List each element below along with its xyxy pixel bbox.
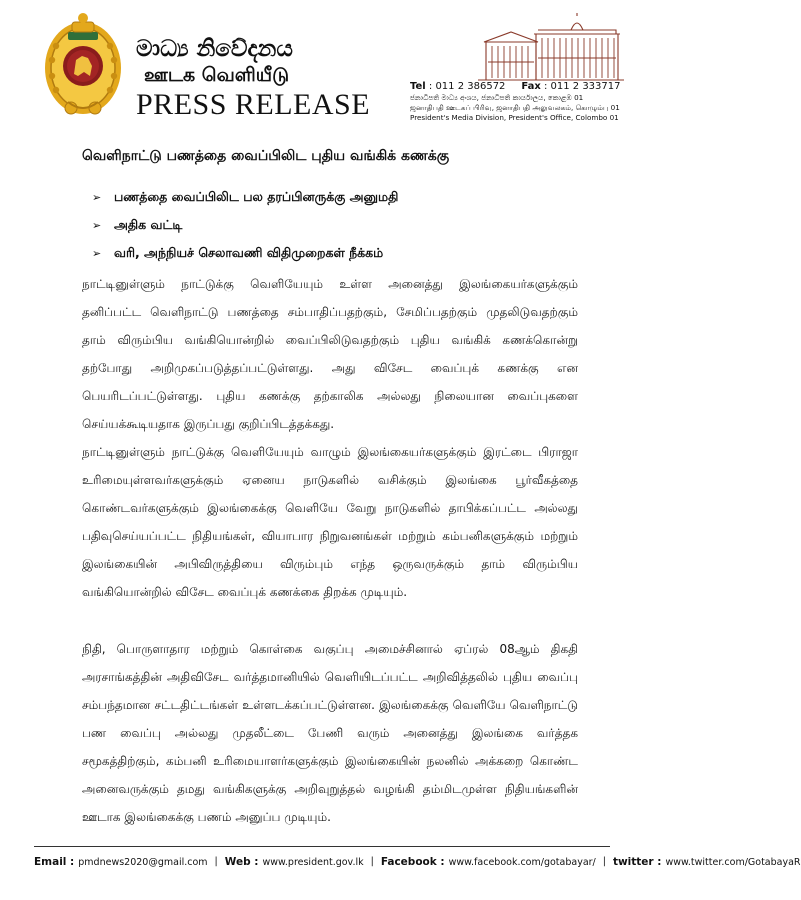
arrow-bullet-icon: ➢ bbox=[92, 218, 102, 232]
sri-lanka-emblem-icon bbox=[38, 10, 128, 120]
bullet-text: பணத்தை வைப்பிலிட பல தரப்பினருக்கு அனுமதி bbox=[114, 188, 399, 204]
web-label: Web : bbox=[224, 856, 259, 868]
title-english: PRESS RELEASE bbox=[136, 88, 371, 121]
bullet-text: அதிக வட்டி bbox=[114, 216, 183, 232]
footer-contacts bbox=[34, 856, 801, 868]
press-release-title bbox=[136, 36, 370, 122]
address-sinhala: ජනාධිපති මාධ්‍ය අංශය, ජනාධිපති කාර්යාලය, කොළඹ 01 bbox=[410, 93, 584, 102]
footer-separator: | bbox=[214, 856, 218, 867]
letterhead bbox=[0, 0, 636, 130]
contact-block bbox=[410, 80, 632, 123]
fax-value: : 011 2 333717 bbox=[543, 81, 621, 92]
bullet-text: வரி, அந்நியச் செலாவணி விதிமுறைகள் நீக்கம் bbox=[114, 244, 384, 260]
presidential-secretariat-building-icon bbox=[476, 12, 626, 82]
footer-separator: | bbox=[370, 856, 374, 867]
body-paragraph-2: நாட்டினுள்ளும் நாட்டுக்கு வெளியேயும் வாழும் இலங்கையர்களுக்கும் இரட்டை பிராஜா உரிமையுள்ளவர்களுக்கும் ஏனைய நாடுகளில் வசிக்கும் இலங்கை பூர்வீகத்தை கொண்டவர்களுக்கும் இலங்கைக்கு வெளியே வேறு நாடுகளில் தாபிக்கப்பட்ட அல்லது பதிவுசெய்யப்பட்ட நிதியங்கள், வியாபார நிறுவனங்கள் மற்றும் கம்பனிகளுக்கும் மற்றும் இலங்கையின் அபிவிருத்தியை விரும்பும் எந்த ஒருவருக்கும் தாம் விரும்பிய வங்கியொன்றில் விசேட வைப்புக் கணக்கை திறக்க முடியும். bbox=[82, 445, 578, 599]
footer-twitter bbox=[613, 856, 801, 868]
list-item bbox=[92, 211, 398, 239]
phone-fax-line bbox=[410, 80, 632, 93]
facebook-label: Facebook : bbox=[380, 856, 445, 868]
facebook-link[interactable]: www.facebook.com/gotabayar/ bbox=[448, 857, 596, 868]
tel-value: : 011 2 386572 bbox=[428, 81, 506, 92]
address-english: President's Media Division, President's Office, Colombo 01 bbox=[410, 113, 619, 122]
title-tamil: ஊடக வெளியீடு bbox=[144, 64, 290, 86]
twitter-link[interactable]: www.twitter.com/GotabayaR bbox=[665, 857, 801, 868]
body-paragraph-3: நிதி, பொருளாதார மற்றும் கொள்கை வகுப்பு அமைச்சினால் ஏப்ரல் 08ஆம் திகதி அரசாங்கத்தின் அதிவிசேட வர்த்தமானியில் வெளியிடப்பட்ட அறிவித்தலில் புதிய வைப்பு சம்பந்தமான சட்டதிட்டங்கள் உள்ளடக்கப்பட்டுள்ளன. இலங்கைக்கு வெளியே வெளிநாட்டு பண வைப்பு அல்லது முதலீட்டை பேணி வரும் அனைத்து இலங்கை வர்த்தக சமூகத்திற்கும், கம்பனி உரிமையாளர்களுக்கும் இலங்கையின் நலனில் அக்கறை கொண்ட அனைவருக்கும் தமது வங்கிகளுக்கு அறிவுறுத்தல் வழங்கி தம்மிடமுள்ள நிதியங்களின் ஊடாக இலங்கைக்கு பணம் அனுப்ப முடியும். bbox=[82, 642, 578, 824]
list-item bbox=[92, 183, 398, 211]
email-link[interactable]: pmdnews2020@gmail.com bbox=[78, 857, 208, 868]
web-link[interactable]: www.president.gov.lk bbox=[262, 857, 364, 868]
email-label: Email : bbox=[34, 856, 75, 868]
page-title: வெளிநாட்டு பணத்தை வைப்பிலிட புதிய வங்கிக் கணக்கு bbox=[82, 148, 450, 164]
tel-label: Tel bbox=[410, 81, 426, 92]
footer-web bbox=[225, 856, 364, 868]
list-item bbox=[92, 239, 398, 267]
title-sinhala: මාධ්‍ය නිවේදනය bbox=[136, 36, 293, 62]
footer-divider bbox=[34, 846, 610, 847]
footer-facebook bbox=[381, 856, 596, 868]
address-tamil: ஜனாதிபதி ஊடகப் பிரிவு, ஜனாதிபதி அலுவலகம், கொழும்பு 01 bbox=[410, 103, 620, 112]
body-paragraph-1: நாட்டினுள்ளும் நாட்டுக்கு வெளியேயும் உள்ள அனைத்து இலங்கையர்களுக்கும் தனிப்பட்ட வெளிநாட்டு பணத்தை சம்பாதிப்பதற்கும், சேமிப்பதற்கும் முதலிடுவதற்கும் தாம் விரும்பிய வங்கியொன்றில் வைப்பிலிடுவதற்கும் புதிய வங்கிக் கணக்கொன்று தற்போது அறிமுகப்படுத்தப்பட்டுள்ளது. அது விசேட வைப்புக் கணக்கு என பெயரிடப்பட்டுள்ளது. புதிய கணக்கு தற்காலிக அல்லது நிலையான வைப்புகளை செய்யக்கூடியதாக இருப்பது குறிப்பிடத்தக்கது. bbox=[82, 277, 578, 431]
twitter-label: twitter : bbox=[612, 856, 662, 868]
arrow-bullet-icon: ➢ bbox=[92, 246, 102, 260]
footer-separator: | bbox=[602, 856, 606, 867]
fax-label: Fax bbox=[521, 81, 541, 92]
footer-email bbox=[34, 856, 208, 868]
arrow-bullet-icon: ➢ bbox=[92, 190, 102, 204]
bullet-list bbox=[92, 183, 398, 267]
